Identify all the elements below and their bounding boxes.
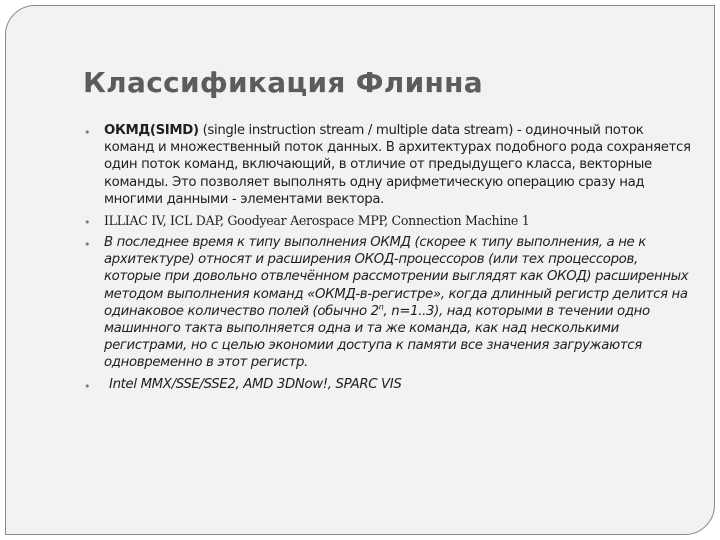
power-superscript: n <box>378 302 384 312</box>
bullet-simd-machines <box>84 212 694 229</box>
simd-term: ОКМД(SIMD) <box>104 123 199 138</box>
bullet-simd-in-register <box>84 234 694 372</box>
simd-description: (single instruction stream / multiple data stream) - одиночный поток команд и множественный поток данных. В архитектурах подобного рода сохраняется один поток команд, включающий, в отличие от предыдущего класса, векторные команды. Это позволяет выполнять одну арифметическую операцию сразу над многими данными - элементами вектора. <box>104 123 691 207</box>
slide-title: Классификация Флинна <box>83 66 483 99</box>
bullet-simd-definition <box>84 122 694 208</box>
bullet-list <box>84 122 694 393</box>
simd-extensions-list: Intel MMX/SSE/SSE2, AMD 3DNow!, SPARC VIS <box>109 376 402 392</box>
slide <box>5 5 715 535</box>
bullet-marker: • <box>84 216 91 230</box>
bullet-simd-extensions <box>84 376 694 393</box>
simd-in-register-text-start: В последнее время к типу выполнения ОКМД (скорее к типу выполнения, а не к архитектуре) относят и расширения ОКОД-процессоров (или тех процессоров, которые при довольно отвлечённом рассмотрении выглядят как ОКОД) расширенных методом выполнения команд «ОКМД-в-регистре», когда длинный регистр делится на одинаковое количество полей (обычно 2 <box>104 235 689 319</box>
simd-in-register-text-end: , n=1..3), над которыми в течении одно машинного такта выполняется одна и та же команда, как над несколькими регистрами, но с целью экономии доступа к памяти все значения загружаются одновременно в этот регистр. <box>104 303 650 371</box>
simd-machines-list: ILLIAC IV, ICL DAP, Goodyear Aerospace MPP, Connection Machine 1 <box>104 213 530 229</box>
bullet-marker: • <box>84 126 91 139</box>
bullet-marker: • <box>84 238 91 252</box>
bullet-marker: • <box>84 379 91 393</box>
